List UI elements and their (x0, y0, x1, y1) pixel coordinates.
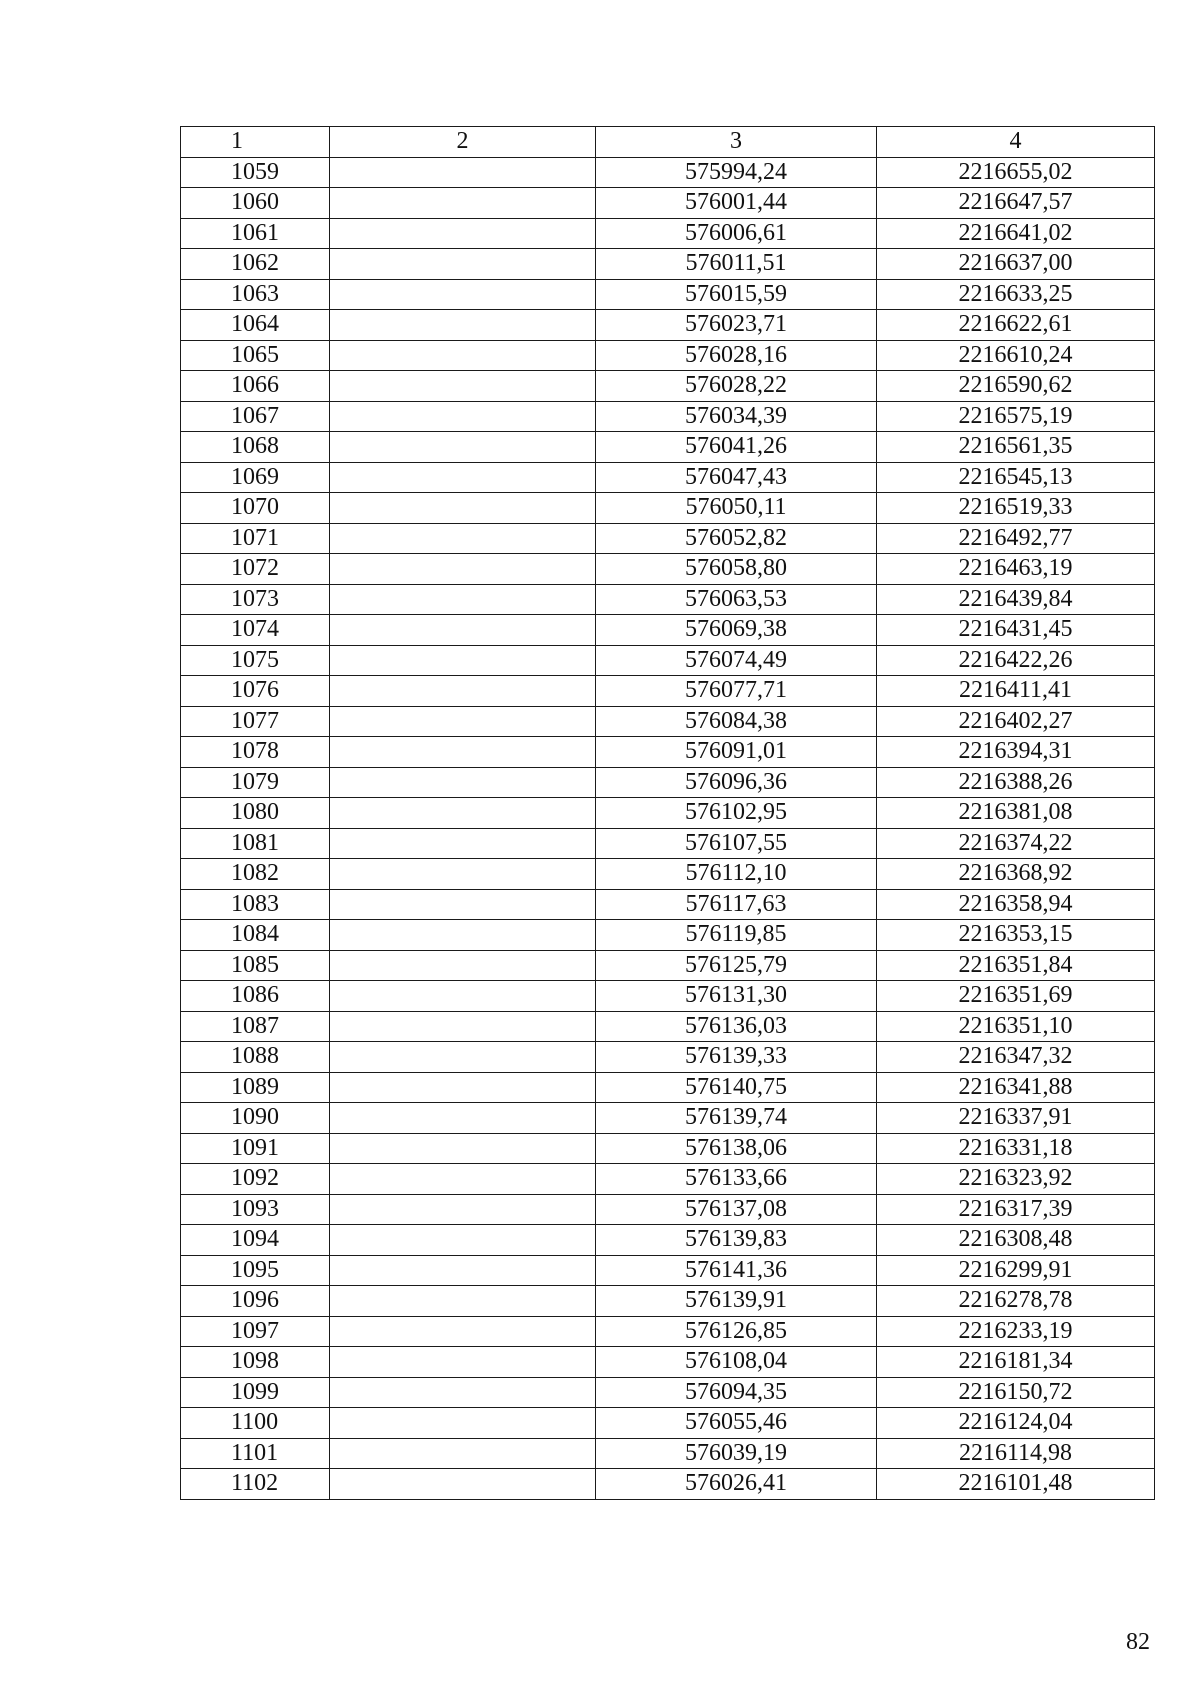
table-cell-col-3: 576108,04 (596, 1347, 877, 1378)
table-cell-col-1: 1099 (181, 1377, 330, 1408)
table-cell-col-2 (330, 1316, 596, 1347)
table-cell-col-1: 1077 (181, 706, 330, 737)
table-cell-col-2 (330, 920, 596, 951)
table-row (181, 1133, 1155, 1164)
table-cell-col-1: 1086 (181, 981, 330, 1012)
table-cell-col-4: 2216278,78 (877, 1286, 1155, 1317)
table-row (181, 1377, 1155, 1408)
table-cell-col-2 (330, 645, 596, 676)
table-cell-col-2 (330, 1225, 596, 1256)
table-cell-col-1: 1088 (181, 1042, 330, 1073)
table-cell-col-4: 2216463,19 (877, 554, 1155, 585)
table-cell-col-2 (330, 676, 596, 707)
table-cell-col-2 (330, 401, 596, 432)
table-cell-col-2 (330, 462, 596, 493)
table-cell-col-4: 2216347,32 (877, 1042, 1155, 1073)
table-row (181, 737, 1155, 768)
table-row (181, 981, 1155, 1012)
table-cell-col-3: 576112,10 (596, 859, 877, 890)
table-cell-col-4: 2216323,92 (877, 1164, 1155, 1195)
table-cell-col-1: 1073 (181, 584, 330, 615)
table-cell-col-2 (330, 706, 596, 737)
page-number: 82 (1126, 1629, 1150, 1655)
table-cell-col-2 (330, 218, 596, 249)
table-cell-col-1: 1087 (181, 1011, 330, 1042)
header-row (181, 127, 1155, 158)
table-cell-col-1: 1067 (181, 401, 330, 432)
table-row (181, 1316, 1155, 1347)
table-row (181, 706, 1155, 737)
table-cell-col-2 (330, 981, 596, 1012)
table-cell-col-2 (330, 1408, 596, 1439)
table-cell-col-3: 576077,71 (596, 676, 877, 707)
table-cell-col-1: 1063 (181, 279, 330, 310)
table-cell-col-1: 1066 (181, 371, 330, 402)
table-cell-col-3: 576136,03 (596, 1011, 877, 1042)
table-cell-col-2 (330, 310, 596, 341)
table-cell-col-3: 576091,01 (596, 737, 877, 768)
table-cell-col-4: 2216492,77 (877, 523, 1155, 554)
table-cell-col-3: 576028,16 (596, 340, 877, 371)
table-cell-col-2 (330, 279, 596, 310)
table-cell-col-1: 1068 (181, 432, 330, 463)
table-row (181, 371, 1155, 402)
table-cell-col-1: 1081 (181, 828, 330, 859)
table-cell-col-1: 1082 (181, 859, 330, 890)
table-cell-col-1: 1061 (181, 218, 330, 249)
table-cell-col-4: 2216561,35 (877, 432, 1155, 463)
table-row (181, 1286, 1155, 1317)
table-cell-col-3: 576050,11 (596, 493, 877, 524)
table-cell-col-2 (330, 798, 596, 829)
table-cell-col-1: 1076 (181, 676, 330, 707)
table-cell-col-4: 2216422,26 (877, 645, 1155, 676)
table-cell-col-4: 2216358,94 (877, 889, 1155, 920)
table-cell-col-4: 2216317,39 (877, 1194, 1155, 1225)
table-cell-col-3: 576039,19 (596, 1438, 877, 1469)
table-cell-col-3: 576117,63 (596, 889, 877, 920)
table-row (181, 157, 1155, 188)
table-cell-col-1: 1089 (181, 1072, 330, 1103)
table-cell-col-4: 2216575,19 (877, 401, 1155, 432)
table-cell-col-3: 576041,26 (596, 432, 877, 463)
table-cell-col-2 (330, 584, 596, 615)
table-cell-col-4: 2216439,84 (877, 584, 1155, 615)
table-cell-col-3: 576125,79 (596, 950, 877, 981)
table-cell-col-4: 2216150,72 (877, 1377, 1155, 1408)
table-row (181, 523, 1155, 554)
table-cell-col-4: 2216331,18 (877, 1133, 1155, 1164)
table-cell-col-2 (330, 249, 596, 280)
table-cell-col-2 (330, 1133, 596, 1164)
table-cell-col-1: 1096 (181, 1286, 330, 1317)
table-cell-col-2 (330, 554, 596, 585)
table-cell-col-3: 576052,82 (596, 523, 877, 554)
table-cell-col-2 (330, 737, 596, 768)
table-cell-col-1: 1069 (181, 462, 330, 493)
table-body (181, 157, 1155, 1499)
header-col-3: 3 (596, 127, 877, 158)
table-cell-col-1: 1080 (181, 798, 330, 829)
table-cell-col-3: 576034,39 (596, 401, 877, 432)
table-cell-col-4: 2216308,48 (877, 1225, 1155, 1256)
table-cell-col-1: 1072 (181, 554, 330, 585)
table-row (181, 1347, 1155, 1378)
table-cell-col-1: 1100 (181, 1408, 330, 1439)
table-cell-col-3: 576011,51 (596, 249, 877, 280)
table-cell-col-4: 2216622,61 (877, 310, 1155, 341)
table-cell-col-1: 1094 (181, 1225, 330, 1256)
table-row (181, 1469, 1155, 1500)
table-cell-col-2 (330, 1377, 596, 1408)
table-cell-col-3: 576140,75 (596, 1072, 877, 1103)
table-cell-col-1: 1085 (181, 950, 330, 981)
table-cell-col-3: 576126,85 (596, 1316, 877, 1347)
table-cell-col-2 (330, 1072, 596, 1103)
table-cell-col-2 (330, 1164, 596, 1195)
table-cell-col-4: 2216233,19 (877, 1316, 1155, 1347)
table-cell-col-2 (330, 767, 596, 798)
table-cell-col-1: 1083 (181, 889, 330, 920)
table-cell-col-4: 2216181,34 (877, 1347, 1155, 1378)
table-cell-col-3: 576139,91 (596, 1286, 877, 1317)
table-cell-col-2 (330, 188, 596, 219)
table-row (181, 676, 1155, 707)
table-cell-col-4: 2216351,69 (877, 981, 1155, 1012)
table-cell-col-1: 1095 (181, 1255, 330, 1286)
table-cell-col-4: 2216610,24 (877, 340, 1155, 371)
table-cell-col-1: 1078 (181, 737, 330, 768)
table-row (181, 1408, 1155, 1439)
table-row (181, 828, 1155, 859)
table-cell-col-4: 2216411,41 (877, 676, 1155, 707)
table-cell-col-1: 1064 (181, 310, 330, 341)
table-row (181, 554, 1155, 585)
table-cell-col-3: 576107,55 (596, 828, 877, 859)
table-cell-col-4: 2216374,22 (877, 828, 1155, 859)
table-cell-col-2 (330, 1347, 596, 1378)
table-cell-col-1: 1093 (181, 1194, 330, 1225)
table-cell-col-3: 576063,53 (596, 584, 877, 615)
table-row (181, 584, 1155, 615)
table-cell-col-1: 1062 (181, 249, 330, 280)
table-cell-col-2 (330, 1194, 596, 1225)
table-cell-col-4: 2216633,25 (877, 279, 1155, 310)
table-cell-col-4: 2216124,04 (877, 1408, 1155, 1439)
table-cell-col-1: 1071 (181, 523, 330, 554)
table-cell-col-2 (330, 157, 596, 188)
table-cell-col-4: 2216641,02 (877, 218, 1155, 249)
table-cell-col-3: 576139,33 (596, 1042, 877, 1073)
table-cell-col-4: 2216368,92 (877, 859, 1155, 890)
table-cell-col-1: 1091 (181, 1133, 330, 1164)
table-cell-col-4: 2216637,00 (877, 249, 1155, 280)
table-cell-col-3: 576047,43 (596, 462, 877, 493)
table-cell-col-4: 2216299,91 (877, 1255, 1155, 1286)
table-row (181, 615, 1155, 646)
table-row (181, 889, 1155, 920)
table-cell-col-3: 576094,35 (596, 1377, 877, 1408)
coordinates-table (180, 126, 1155, 1500)
table-row (181, 1103, 1155, 1134)
table-cell-col-4: 2216114,98 (877, 1438, 1155, 1469)
table-cell-col-1: 1070 (181, 493, 330, 524)
table-cell-col-2 (330, 615, 596, 646)
header-col-2: 2 (330, 127, 596, 158)
table-cell-col-1: 1102 (181, 1469, 330, 1500)
table-cell-col-4: 2216590,62 (877, 371, 1155, 402)
table-cell-col-3: 576023,71 (596, 310, 877, 341)
table-cell-col-3: 576084,38 (596, 706, 877, 737)
table-cell-col-4: 2216341,88 (877, 1072, 1155, 1103)
table-cell-col-1: 1090 (181, 1103, 330, 1134)
table-cell-col-2 (330, 371, 596, 402)
table-cell-col-2 (330, 1103, 596, 1134)
table-row (181, 401, 1155, 432)
table-cell-col-3: 576028,22 (596, 371, 877, 402)
table-row (181, 645, 1155, 676)
table-cell-col-1: 1074 (181, 615, 330, 646)
table-row (181, 310, 1155, 341)
table-cell-col-2 (330, 1286, 596, 1317)
table-header (181, 127, 1155, 158)
table-cell-col-4: 2216351,84 (877, 950, 1155, 981)
table-row (181, 1164, 1155, 1195)
table-cell-col-3: 576138,06 (596, 1133, 877, 1164)
table-cell-col-4: 2216101,48 (877, 1469, 1155, 1500)
table-cell-col-2 (330, 432, 596, 463)
table-cell-col-2 (330, 889, 596, 920)
table-row (181, 920, 1155, 951)
table-cell-col-3: 576069,38 (596, 615, 877, 646)
table-row (181, 1011, 1155, 1042)
table-row (181, 249, 1155, 280)
table-row (181, 950, 1155, 981)
table-cell-col-1: 1075 (181, 645, 330, 676)
table-row (181, 1072, 1155, 1103)
table-cell-col-3: 576141,36 (596, 1255, 877, 1286)
table-row (181, 493, 1155, 524)
table-cell-col-3: 576139,83 (596, 1225, 877, 1256)
table-cell-col-4: 2216545,13 (877, 462, 1155, 493)
table-row (181, 218, 1155, 249)
table-cell-col-4: 2216655,02 (877, 157, 1155, 188)
table-cell-col-1: 1084 (181, 920, 330, 951)
table-row (181, 767, 1155, 798)
table-cell-col-2 (330, 1011, 596, 1042)
table-cell-col-3: 576096,36 (596, 767, 877, 798)
table-row (181, 188, 1155, 219)
table-cell-col-2 (330, 859, 596, 890)
header-col-4: 4 (877, 127, 1155, 158)
table-row (181, 340, 1155, 371)
table-row (181, 798, 1155, 829)
table-cell-col-3: 576058,80 (596, 554, 877, 585)
table-cell-col-3: 576131,30 (596, 981, 877, 1012)
table-cell-col-2 (330, 1042, 596, 1073)
table-row (181, 1042, 1155, 1073)
table-cell-col-3: 575994,24 (596, 157, 877, 188)
table-row (181, 279, 1155, 310)
table-cell-col-3: 576055,46 (596, 1408, 877, 1439)
table-cell-col-1: 1098 (181, 1347, 330, 1378)
table-cell-col-4: 2216353,15 (877, 920, 1155, 951)
table-cell-col-3: 576133,66 (596, 1164, 877, 1195)
table-cell-col-4: 2216402,27 (877, 706, 1155, 737)
table-cell-col-3: 576006,61 (596, 218, 877, 249)
table-cell-col-1: 1079 (181, 767, 330, 798)
table-cell-col-3: 576026,41 (596, 1469, 877, 1500)
table-cell-col-4: 2216519,33 (877, 493, 1155, 524)
header-col-1: 1 (181, 127, 330, 158)
table-row (181, 1438, 1155, 1469)
table-cell-col-4: 2216647,57 (877, 188, 1155, 219)
table-row (181, 462, 1155, 493)
table-cell-col-1: 1092 (181, 1164, 330, 1195)
table-cell-col-2 (330, 1255, 596, 1286)
table-cell-col-2 (330, 1469, 596, 1500)
table-cell-col-4: 2216431,45 (877, 615, 1155, 646)
table-cell-col-1: 1097 (181, 1316, 330, 1347)
table-row (181, 432, 1155, 463)
table-cell-col-2 (330, 950, 596, 981)
table-cell-col-1: 1101 (181, 1438, 330, 1469)
table-row (181, 1194, 1155, 1225)
table-cell-col-3: 576074,49 (596, 645, 877, 676)
table-cell-col-2 (330, 828, 596, 859)
table-cell-col-4: 2216381,08 (877, 798, 1155, 829)
table-cell-col-3: 576139,74 (596, 1103, 877, 1134)
table-cell-col-4: 2216394,31 (877, 737, 1155, 768)
table-row (181, 1225, 1155, 1256)
table-cell-col-4: 2216337,91 (877, 1103, 1155, 1134)
table-cell-col-1: 1060 (181, 188, 330, 219)
table-cell-col-3: 576015,59 (596, 279, 877, 310)
table-cell-col-4: 2216388,26 (877, 767, 1155, 798)
table-cell-col-4: 2216351,10 (877, 1011, 1155, 1042)
table-cell-col-2 (330, 1438, 596, 1469)
table-cell-col-1: 1059 (181, 157, 330, 188)
table-cell-col-2 (330, 340, 596, 371)
table-cell-col-1: 1065 (181, 340, 330, 371)
table-row (181, 1255, 1155, 1286)
table-cell-col-3: 576137,08 (596, 1194, 877, 1225)
table-row (181, 859, 1155, 890)
table-cell-col-3: 576001,44 (596, 188, 877, 219)
table-cell-col-3: 576119,85 (596, 920, 877, 951)
table-cell-col-3: 576102,95 (596, 798, 877, 829)
table-cell-col-2 (330, 523, 596, 554)
table-cell-col-2 (330, 493, 596, 524)
